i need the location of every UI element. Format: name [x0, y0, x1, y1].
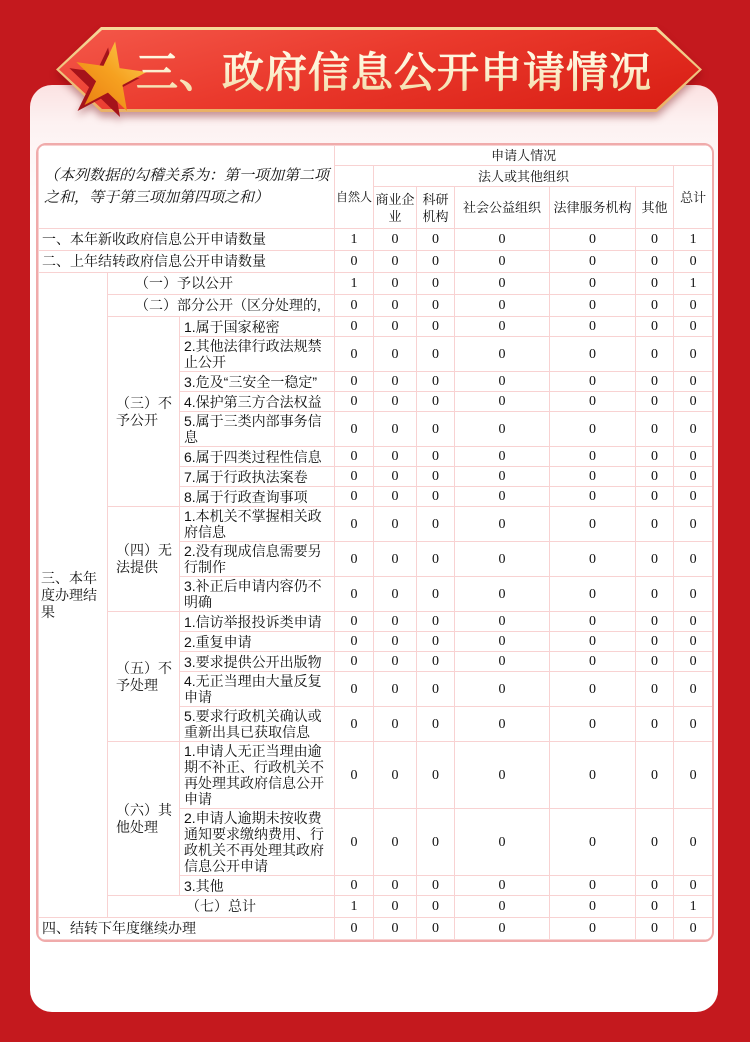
- value-cell: 0: [374, 809, 417, 876]
- row-label-item: 2.没有现成信息需要另行制作: [180, 542, 335, 577]
- value-cell: 1: [335, 229, 374, 251]
- value-cell: 0: [335, 577, 374, 612]
- value-cell: 0: [455, 467, 550, 487]
- value-cell: 0: [455, 337, 550, 372]
- value-cell: 0: [636, 229, 674, 251]
- row-label-sub: （二）部分公开（区分处理的,: [108, 295, 335, 317]
- value-cell: 0: [636, 612, 674, 632]
- value-cell: 0: [636, 876, 674, 896]
- value-cell: 0: [636, 372, 674, 392]
- value-cell: 0: [374, 652, 417, 672]
- value-cell: 0: [455, 612, 550, 632]
- value-cell: 0: [335, 742, 374, 809]
- row-label-sec: 四、结转下年度继续办理: [39, 918, 335, 940]
- header-col-public-welfare: 社会公益组织: [455, 187, 550, 229]
- value-cell: 0: [374, 295, 417, 317]
- row-label-item: 7.属于行政执法案卷: [180, 467, 335, 487]
- title-banner: [56, 27, 702, 112]
- value-cell: 0: [455, 487, 550, 507]
- value-cell: 1: [674, 896, 713, 918]
- table-row: [39, 896, 713, 918]
- row-label-item: 2.其他法律行政法规禁止公开: [180, 337, 335, 372]
- value-cell: 0: [636, 707, 674, 742]
- value-cell: 0: [550, 918, 636, 940]
- value-cell: 0: [374, 577, 417, 612]
- value-cell: 0: [417, 707, 455, 742]
- value-cell: 0: [674, 918, 713, 940]
- value-cell: 0: [674, 372, 713, 392]
- value-cell: 0: [674, 542, 713, 577]
- row-label-item: 2.重复申请: [180, 632, 335, 652]
- value-cell: 0: [636, 672, 674, 707]
- table-row: [39, 742, 713, 809]
- value-cell: 0: [417, 632, 455, 652]
- value-cell: 0: [636, 918, 674, 940]
- value-cell: 0: [417, 918, 455, 940]
- header-col-commercial: 商业企业: [374, 187, 417, 229]
- value-cell: 0: [550, 337, 636, 372]
- page-title: 三、政府信息公开申请情况: [56, 27, 702, 112]
- value-cell: 0: [455, 632, 550, 652]
- header-applicant-group: 申请人情况: [335, 146, 713, 166]
- value-cell: 0: [417, 412, 455, 447]
- value-cell: 0: [636, 447, 674, 467]
- value-cell: 0: [374, 542, 417, 577]
- value-cell: 0: [374, 487, 417, 507]
- value-cell: 0: [335, 918, 374, 940]
- value-cell: 0: [417, 392, 455, 412]
- value-cell: 0: [417, 896, 455, 918]
- row-label-item: 3.要求提供公开出版物: [180, 652, 335, 672]
- row-label-item: 3.危及“三安全一稳定”: [180, 372, 335, 392]
- value-cell: 0: [417, 273, 455, 295]
- value-cell: 0: [636, 896, 674, 918]
- row-label-g2: （三）不予公开: [108, 317, 180, 507]
- value-cell: 0: [674, 742, 713, 809]
- value-cell: 0: [550, 317, 636, 337]
- row-label-item: 5.属于三类内部事务信息: [180, 412, 335, 447]
- value-cell: 0: [674, 809, 713, 876]
- table-row: [39, 612, 713, 632]
- value-cell: 0: [674, 577, 713, 612]
- value-cell: 0: [550, 707, 636, 742]
- table-row: [39, 317, 713, 337]
- value-cell: 0: [335, 672, 374, 707]
- row-label-item: 3.其他: [180, 876, 335, 896]
- value-cell: 0: [335, 707, 374, 742]
- value-cell: 0: [550, 229, 636, 251]
- value-cell: 0: [636, 392, 674, 412]
- value-cell: 0: [417, 317, 455, 337]
- value-cell: 0: [674, 412, 713, 447]
- value-cell: 0: [417, 372, 455, 392]
- table-body: [39, 229, 713, 940]
- value-cell: 0: [550, 672, 636, 707]
- row-label-item: 4.保护第三方合法权益: [180, 392, 335, 412]
- value-cell: 0: [674, 707, 713, 742]
- row-label-g2: （五）不予处理: [108, 612, 180, 742]
- row-label-sec: 一、本年新收政府信息公开申请数量: [39, 229, 335, 251]
- value-cell: 0: [550, 742, 636, 809]
- value-cell: 0: [636, 809, 674, 876]
- value-cell: 0: [374, 447, 417, 467]
- value-cell: 0: [550, 809, 636, 876]
- value-cell: 0: [335, 317, 374, 337]
- row-label-item: 6.属于四类过程性信息: [180, 447, 335, 467]
- value-cell: 0: [335, 295, 374, 317]
- value-cell: 0: [550, 542, 636, 577]
- value-cell: 0: [674, 337, 713, 372]
- value-cell: 0: [455, 392, 550, 412]
- value-cell: 0: [550, 612, 636, 632]
- value-cell: 0: [674, 392, 713, 412]
- table-row: [39, 918, 713, 940]
- value-cell: 0: [374, 507, 417, 542]
- value-cell: 1: [335, 896, 374, 918]
- row-label-item: 1.申请人无正当理由逾期不补正、行政机关不再处理其政府信息公开申请: [180, 742, 335, 809]
- value-cell: 0: [636, 542, 674, 577]
- value-cell: 0: [550, 632, 636, 652]
- value-cell: 0: [550, 467, 636, 487]
- disclosure-table: [38, 145, 713, 940]
- value-cell: 0: [550, 577, 636, 612]
- value-cell: 0: [455, 577, 550, 612]
- value-cell: 0: [455, 507, 550, 542]
- value-cell: 0: [674, 295, 713, 317]
- value-cell: 0: [455, 317, 550, 337]
- value-cell: 0: [374, 229, 417, 251]
- row-label-item: 2.申请人逾期未按收费通知要求缴纳费用、行政机关不再处理其政府信息公开申请: [180, 809, 335, 876]
- value-cell: 0: [636, 273, 674, 295]
- value-cell: 0: [417, 876, 455, 896]
- value-cell: 0: [636, 295, 674, 317]
- value-cell: 0: [455, 918, 550, 940]
- row-label-g2: （六）其他处理: [108, 742, 180, 896]
- value-cell: 0: [674, 672, 713, 707]
- value-cell: 0: [374, 412, 417, 447]
- value-cell: 0: [335, 809, 374, 876]
- value-cell: 0: [417, 542, 455, 577]
- value-cell: 0: [550, 876, 636, 896]
- value-cell: 0: [550, 295, 636, 317]
- value-cell: 0: [550, 896, 636, 918]
- value-cell: 0: [674, 612, 713, 632]
- value-cell: 0: [417, 295, 455, 317]
- value-cell: 0: [417, 672, 455, 707]
- value-cell: 0: [417, 487, 455, 507]
- row-label-item: 4.无正当理由大量反复申请: [180, 672, 335, 707]
- value-cell: 0: [374, 612, 417, 632]
- row-label-item: 3.补正后申请内容仍不明确: [180, 577, 335, 612]
- value-cell: 0: [374, 317, 417, 337]
- value-cell: 0: [550, 487, 636, 507]
- value-cell: 0: [455, 273, 550, 295]
- value-cell: 0: [455, 229, 550, 251]
- header-col-research: 科研机构: [417, 187, 455, 229]
- table-row: [39, 295, 713, 317]
- value-cell: 0: [335, 542, 374, 577]
- table-row: [39, 507, 713, 542]
- value-cell: 0: [335, 372, 374, 392]
- value-cell: 0: [374, 251, 417, 273]
- value-cell: 1: [674, 229, 713, 251]
- value-cell: 0: [335, 507, 374, 542]
- value-cell: 0: [636, 487, 674, 507]
- value-cell: 0: [636, 632, 674, 652]
- value-cell: 0: [636, 577, 674, 612]
- value-cell: 0: [417, 612, 455, 632]
- header-legal-org-group: 法人或其他组织: [374, 166, 674, 187]
- header-col-legal-service: 法律服务机构: [550, 187, 636, 229]
- value-cell: 0: [417, 652, 455, 672]
- value-cell: 0: [550, 372, 636, 392]
- value-cell: 0: [335, 337, 374, 372]
- table-row: [39, 251, 713, 273]
- header-col-other: 其他: [636, 187, 674, 229]
- value-cell: 0: [674, 876, 713, 896]
- value-cell: 0: [636, 742, 674, 809]
- value-cell: 0: [550, 652, 636, 672]
- value-cell: 0: [417, 467, 455, 487]
- value-cell: 0: [374, 467, 417, 487]
- value-cell: 0: [374, 392, 417, 412]
- value-cell: 0: [374, 632, 417, 652]
- value-cell: 0: [374, 896, 417, 918]
- value-cell: 0: [374, 707, 417, 742]
- value-cell: 0: [636, 652, 674, 672]
- value-cell: 0: [636, 507, 674, 542]
- header-col-total: 总计: [674, 166, 713, 229]
- value-cell: 0: [455, 809, 550, 876]
- header-row-1: [39, 146, 713, 166]
- row-label-item: 1.本机关不掌握相关政府信息: [180, 507, 335, 542]
- value-cell: 0: [374, 918, 417, 940]
- value-cell: 0: [417, 577, 455, 612]
- row-label-g1: 三、本年度办理结果: [39, 273, 108, 918]
- value-cell: 0: [550, 392, 636, 412]
- value-cell: 1: [335, 273, 374, 295]
- value-cell: 0: [674, 467, 713, 487]
- value-cell: 0: [417, 251, 455, 273]
- value-cell: 0: [374, 337, 417, 372]
- value-cell: 0: [636, 467, 674, 487]
- value-cell: 0: [674, 507, 713, 542]
- value-cell: 0: [335, 412, 374, 447]
- value-cell: 0: [455, 652, 550, 672]
- table-row: [39, 229, 713, 251]
- row-label-sub: （一）予以公开: [108, 273, 335, 295]
- value-cell: 0: [335, 487, 374, 507]
- value-cell: 0: [674, 317, 713, 337]
- value-cell: 0: [374, 273, 417, 295]
- value-cell: 0: [636, 251, 674, 273]
- value-cell: 0: [550, 447, 636, 467]
- value-cell: 0: [455, 707, 550, 742]
- row-label-g2: （四）无法提供: [108, 507, 180, 612]
- value-cell: 0: [674, 652, 713, 672]
- row-label-item: 1.信访举报投诉类申请: [180, 612, 335, 632]
- value-cell: 0: [550, 251, 636, 273]
- row-label-item: 1.属于国家秘密: [180, 317, 335, 337]
- value-cell: 1: [674, 273, 713, 295]
- header-col-natural-person: 自然人: [335, 166, 374, 229]
- value-cell: 0: [455, 742, 550, 809]
- value-cell: 0: [335, 251, 374, 273]
- value-cell: 0: [417, 229, 455, 251]
- value-cell: 0: [636, 317, 674, 337]
- value-cell: 0: [455, 672, 550, 707]
- value-cell: 0: [674, 487, 713, 507]
- note-cell: （本列数据的勾稽关系为：第一项加第二项之和，等于第三项加第四项之和）: [39, 146, 335, 229]
- value-cell: 0: [674, 251, 713, 273]
- row-label-item: 8.属于行政查询事项: [180, 487, 335, 507]
- disclosure-table-wrapper: [36, 143, 714, 942]
- value-cell: 0: [674, 447, 713, 467]
- value-cell: 0: [417, 507, 455, 542]
- value-cell: 0: [455, 447, 550, 467]
- value-cell: 0: [550, 273, 636, 295]
- value-cell: 0: [335, 612, 374, 632]
- value-cell: 0: [335, 652, 374, 672]
- value-cell: 0: [550, 507, 636, 542]
- value-cell: 0: [636, 412, 674, 447]
- value-cell: 0: [335, 447, 374, 467]
- value-cell: 0: [417, 337, 455, 372]
- value-cell: 0: [417, 742, 455, 809]
- value-cell: 0: [335, 392, 374, 412]
- value-cell: 0: [455, 896, 550, 918]
- value-cell: 0: [417, 447, 455, 467]
- value-cell: 0: [455, 251, 550, 273]
- value-cell: 0: [374, 372, 417, 392]
- row-label-total: （七）总计: [108, 896, 335, 918]
- value-cell: 0: [455, 372, 550, 392]
- value-cell: 0: [550, 412, 636, 447]
- value-cell: 0: [455, 412, 550, 447]
- value-cell: 0: [335, 467, 374, 487]
- value-cell: 0: [636, 337, 674, 372]
- row-label-sec: 二、上年结转政府信息公开申请数量: [39, 251, 335, 273]
- value-cell: 0: [417, 809, 455, 876]
- value-cell: 0: [455, 295, 550, 317]
- value-cell: 0: [374, 876, 417, 896]
- value-cell: 0: [335, 876, 374, 896]
- value-cell: 0: [674, 632, 713, 652]
- value-cell: 0: [374, 672, 417, 707]
- value-cell: 0: [455, 876, 550, 896]
- row-label-item: 5.要求行政机关确认或重新出具已获取信息: [180, 707, 335, 742]
- table-row: [39, 273, 713, 295]
- value-cell: 0: [374, 742, 417, 809]
- value-cell: 0: [335, 632, 374, 652]
- value-cell: 0: [455, 542, 550, 577]
